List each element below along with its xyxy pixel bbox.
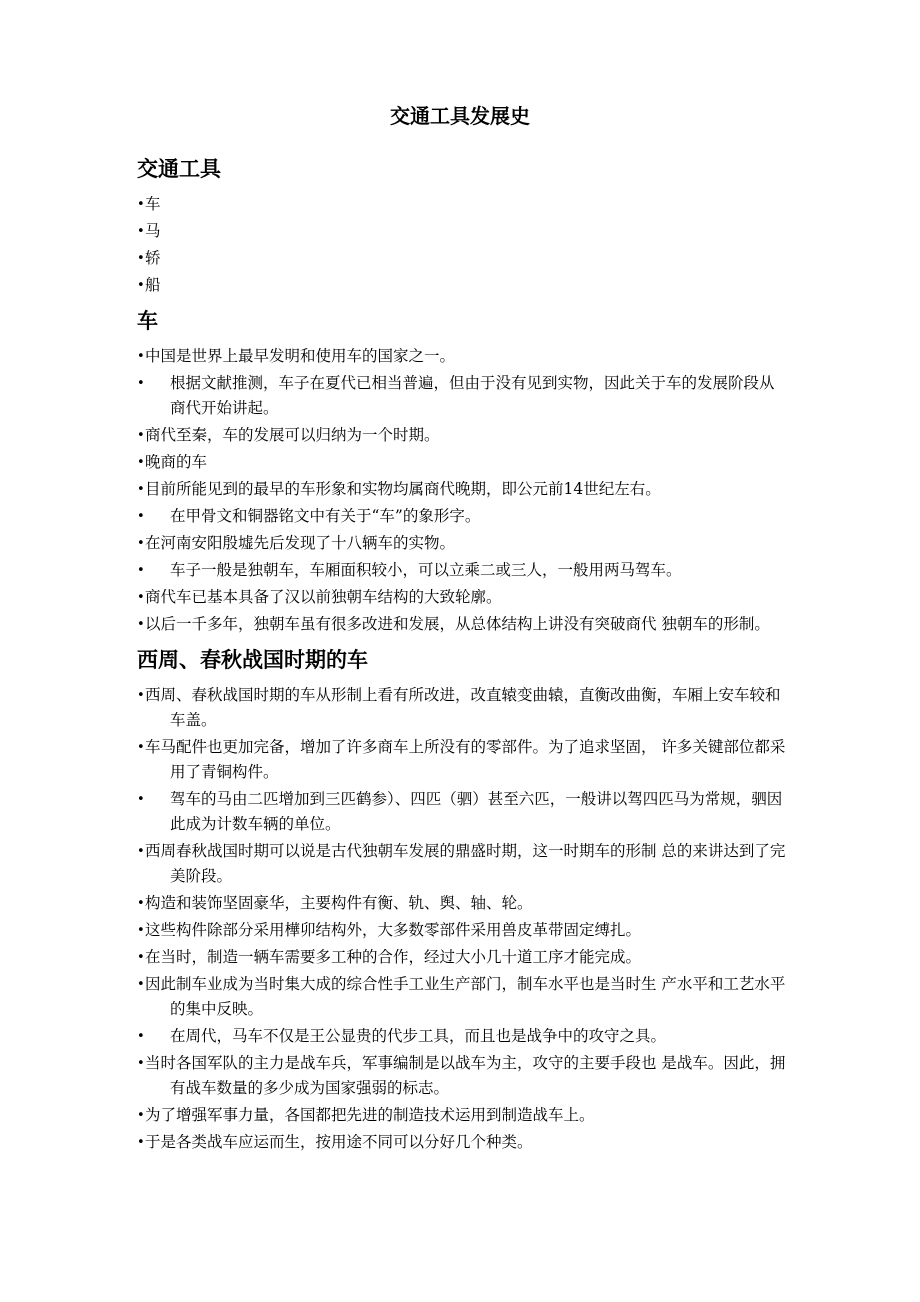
list-item-text: 在当时，制造一辆车需要多工种的合作，经过大小几十道工序才能完成。: [145, 948, 642, 966]
list-item-text: 驾车的马由二匹增加到三匹鹤参）、四匹（驷）甚至六匹，一般讲以驾四匹马为常规，驷因此成为计数车辆的单位。: [170, 790, 783, 833]
list-item: [137, 344, 787, 369]
list-item-text: 车子一般是独朝车，车厢面积较小，可以立乘二或三人，一般用两马驾车。: [170, 561, 682, 579]
list-item-text: 西周春秋战国时期可以说是古代独朝车发展的鼎盛时期，这一时期车的形制 总的来讲达到了完美阶段。: [145, 842, 786, 885]
bullet-icon: •: [137, 617, 145, 632]
list-item-text: 构造和装饰坚固豪华，主要构件有衡、轨、舆、轴、轮。: [145, 894, 533, 912]
bullet-icon: •: [137, 688, 145, 703]
list-item: [137, 735, 787, 785]
bullet-icon: •: [137, 590, 145, 605]
list-item-text: 西周、春秋战国时期的车从形制上看有所改进，改直辕变曲辕，直衡改曲衡，车厢上安车较和车盖。: [145, 686, 781, 729]
list-item-text: 轿: [145, 249, 161, 267]
bullet-icon: •: [137, 455, 145, 470]
list-item: [137, 1024, 787, 1049]
list-item: [137, 504, 787, 529]
list-item-text: 以后一千多年，独朝车虽有很多改进和发展，从总体结构上讲没有突破商代 独朝车的形制。: [145, 615, 770, 633]
list-item: [137, 1051, 787, 1101]
bullet-icon: •: [137, 224, 145, 239]
document-body: [137, 148, 787, 1157]
list-item-text: 在周代，马车不仅是王公显贵的代步工具，而且也是战争中的攻守之具。: [170, 1027, 667, 1045]
list-item-text: 车: [145, 195, 161, 213]
list-item: [137, 918, 787, 943]
bullet-icon: •: [137, 349, 145, 364]
list-item: [137, 585, 787, 610]
bullet-list: [137, 192, 787, 298]
list-item: [137, 972, 787, 1022]
list-item: [137, 1130, 787, 1155]
list-item-text: 马: [145, 222, 161, 240]
list-item-text: 在河南安阳殷墟先后发现了十八辆车的实物。: [145, 534, 456, 552]
list-item: [137, 371, 787, 421]
list-item: [137, 273, 787, 298]
bullet-icon: •: [137, 1135, 145, 1150]
bullet-icon: •: [137, 844, 145, 859]
bullet-icon: •: [137, 950, 145, 965]
list-item-text: 商代至秦，车的发展可以归纳为一个时期。: [145, 426, 440, 444]
list-item: [137, 531, 787, 556]
bullet-icon: •: [137, 896, 145, 911]
bullet-list: [137, 683, 787, 1155]
list-item: [137, 612, 787, 637]
list-item-text: 为了增强军事力量，各国都把先进的制造技术运用到制造战车上。: [145, 1106, 595, 1124]
section-heading: 车: [137, 309, 158, 333]
section-2: [137, 300, 787, 637]
bullet-icon: •: [137, 923, 145, 938]
bullet-icon: •: [137, 563, 145, 578]
bullet-icon: •: [137, 1056, 145, 1071]
bullet-icon: •: [137, 251, 145, 266]
list-item: [137, 558, 787, 583]
bullet-icon: •: [137, 376, 145, 391]
list-item-text: 因此制车业成为当时集大成的综合性手工业生产部门，制车水平也是当时生 产水平和工艺水平的集中反映。: [145, 975, 786, 1018]
list-item-text: 这些构件除部分采用樺卯结构外，大多数零部件采用兽皮革带固定缚扎。: [145, 921, 642, 939]
list-item-text: 当时各国军队的主力是战车兵，军事编制是以战车为主，攻守的主要手段也 是战车。因此，拥有战车数量的多少成为国家强弱的标志。: [145, 1054, 786, 1097]
list-item-text: 中国是世界上最早发明和使用车的国家之一。: [145, 347, 456, 365]
bullet-list: [137, 344, 787, 637]
bullet-icon: •: [137, 197, 145, 212]
list-item: [137, 423, 787, 448]
bullet-icon: •: [137, 536, 145, 551]
bullet-icon: •: [137, 1108, 145, 1123]
section-3: [137, 639, 787, 1155]
list-item-text: 商代车已基本具备了汉以前独朝车结构的大致轮廓。: [145, 588, 502, 606]
bullet-icon: •: [137, 428, 145, 443]
list-item: [137, 683, 787, 733]
list-item-text: 车马配件也更加完备，增加了许多商车上所没有的零部件。为了追求坚固， 许多关键部位都采用了青铜构件。: [145, 738, 786, 781]
bullet-icon: •: [137, 482, 145, 497]
list-item: [137, 192, 787, 217]
list-item: [137, 945, 787, 970]
bullet-icon: •: [137, 278, 145, 293]
section-1: [137, 148, 787, 298]
list-item-text: 在甲骨文和铜器铭文中有关于“车”的象形字。: [170, 507, 481, 525]
section-heading: 交通工具: [137, 157, 221, 181]
list-item: [137, 246, 787, 271]
list-item-text: 船: [145, 276, 161, 294]
list-item: [137, 839, 787, 889]
list-item: [137, 787, 787, 837]
bullet-icon: •: [137, 1029, 145, 1044]
list-item: [137, 891, 787, 916]
list-item-text: 根据文献推测，车子在夏代已相当普遍，但由于没有见到实物，因此关于车的发展阶段从商代开始讲起。: [170, 374, 775, 417]
document-title: 交通工具发展史: [390, 104, 530, 128]
list-item-text: 于是各类战车应运而生，按用途不同可以分好几个种类。: [145, 1133, 533, 1151]
list-item-text: 目前所能见到的最早的车形象和实物均属商代晚期，即公元前14世纪左右。: [145, 480, 661, 498]
list-item: [137, 1103, 787, 1128]
list-item: [137, 477, 787, 502]
list-item: [137, 219, 787, 244]
list-item: [137, 450, 787, 475]
bullet-icon: •: [137, 509, 145, 524]
bullet-icon: •: [137, 977, 145, 992]
bullet-icon: •: [137, 740, 145, 755]
bullet-icon: •: [137, 792, 145, 807]
section-heading: 西周、春秋战国时期的车: [137, 648, 368, 672]
list-item-text: 晚商的车: [145, 453, 208, 471]
